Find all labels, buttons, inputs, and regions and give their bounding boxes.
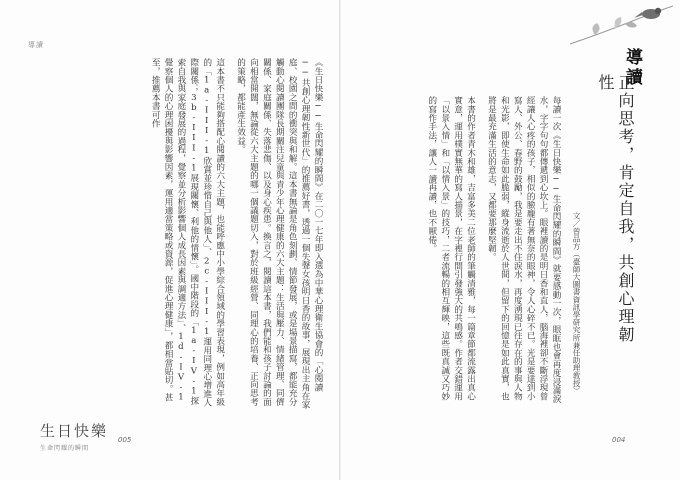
page-number-right: 004: [612, 436, 626, 444]
paragraph: 本書的作者青木和雄，吉富多美二位老師的筆觸清雅，每一篇章節都流露出真心實意，運用樸實無華的寫人描景，在字裡行間引發強大的共鳴感。作者交錯運用「以景入情」和「以情入景」的技巧，二者流暢的相互輝映，這些既真誠又巧妙的寫作手法，讓人一讀再讀，也不厭倦。: [426, 96, 476, 401]
page-number-left: 005: [118, 436, 132, 444]
running-head: 導讀: [28, 41, 44, 49]
page-title: 正向思考，肯定自我，共創心理韌性: [596, 74, 635, 344]
book-spine: [339, 0, 341, 480]
right-page-body: [352, 96, 562, 408]
logo-title: 生日快樂: [40, 422, 109, 440]
bird-branch-decoration: [565, 2, 675, 52]
paragraph: 這本書不只能夠搭配心閱讀的六大主題，也能呼應中小學綜合領域的學習表現，例如高年級的「1a-III-1欣賞並珍惜自己與他人」、2c-III-1運用同理心增進人際關係；3b-III-1展現關懷、利他的情懷」。國中階段的「1a-IV-1探索自我與家庭發展的過程，覺察並分析影響個人成長因素與調適方法」、1d-IV-1覺察個人的心理困擾與影響因素，運用適當策略或資源，促進心理健康」，都相當貼切。甚至，推薦本書可作: [150, 58, 225, 407]
logo-subtitle: 生命閃耀的瞬間: [40, 445, 90, 452]
left-page-body: [28, 58, 324, 410]
book-logo: [40, 420, 108, 452]
byline: 文／曾品方（臺師大圖書資訊學研究所兼任助理教授）: [572, 212, 581, 395]
paragraph: 每讀一次《生日快樂──生命閃耀的瞬間》就要感動一次，眼眶也會再度浸滿淚水，字字句句都傳遞到心坎上。眼裡讀的是明日香和直人，腦海裡卻不斷浮現曾經讓人心疼的孩子，相似的臉龐有著無奈的眼神，令人心碎不已。光是要達到小寫人、外公、春野的鼓勵，我是要走出不住淚水，再度湧現已往存在的事與人物和光影，即使生命如此脆弱，縱身流逝於人世間，但留下的回憶是如此真實，也將是最充滿生活的意志，又都要那麼堅韌。: [486, 96, 561, 404]
paragraph: 《生日快樂──生命閃耀的瞬間》在二〇一七年即入選為中華心理衛生協會的「心閱讀──共創心理韌性新世代」的推薦好書，透過一個失聲女孩明日香的故事，展現出主角在家庭、校園之間的衝突與和解。這本書無論是角色刻劃、情節發展，或是場景描寫，都能充分觸動心閱讀團隊長期關注兒童與青少年心理健康的六大主題：生活與壓力、情緒管理、同儕關係、家庭關係、失落悲傷、以及身心疾患。換言之，閱讀這本書，我們能和孩子討論的面向相當開闊，無論從六大主題的哪一個議題切入，對於班級經營、同理心的培養、正向思考的策略，都能產生效益。: [235, 58, 323, 409]
section-mark: 導讀: [622, 48, 642, 88]
